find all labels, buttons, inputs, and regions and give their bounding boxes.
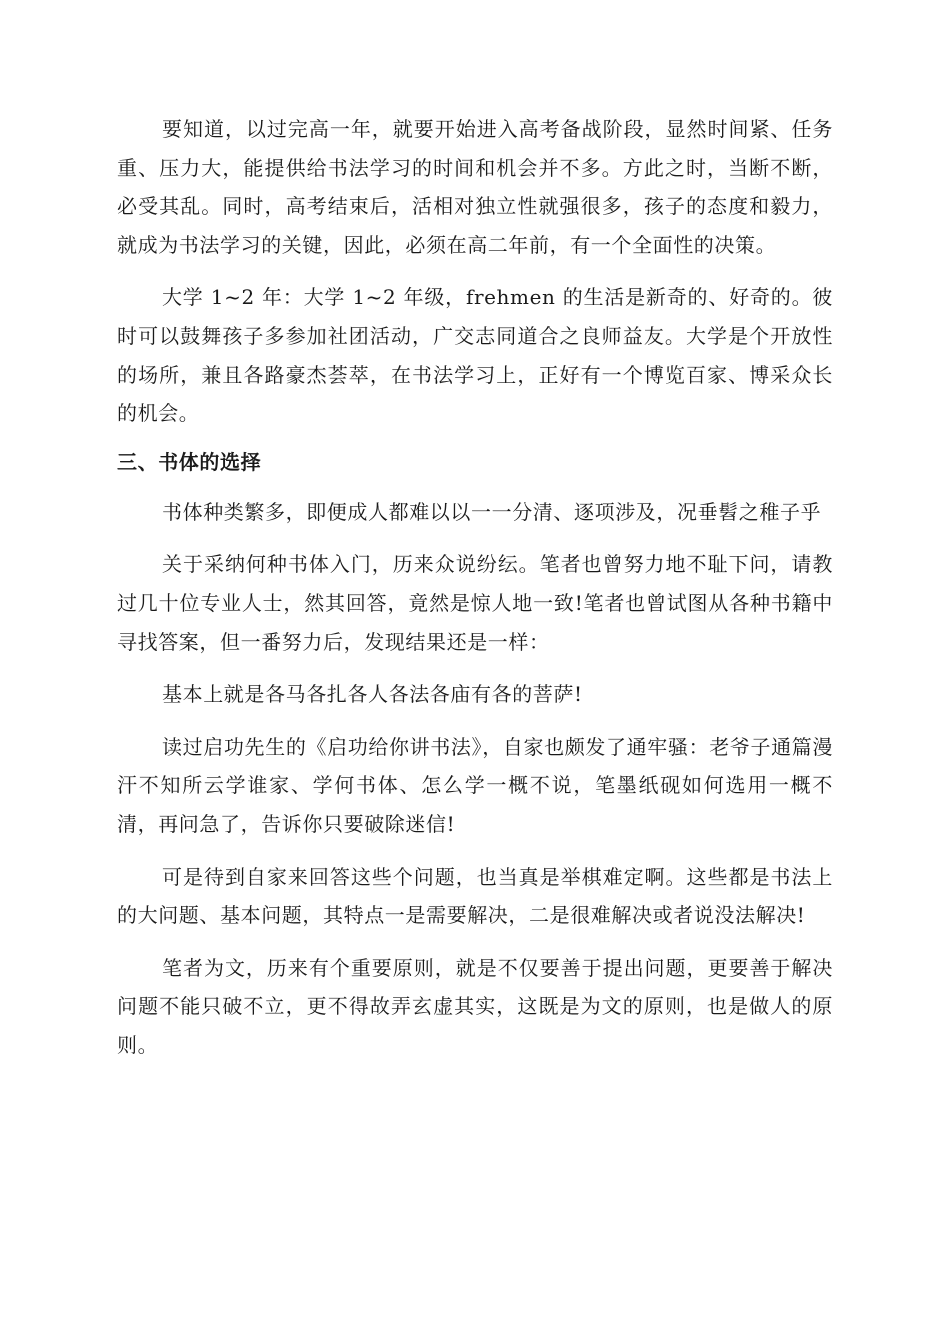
paragraph: 读过启功先生的《启功给你讲书法》，自家也颇发了通牢骚：老爷子通篇漫汗不知所云学谁家、学何书体、怎么学一概不说，笔墨纸砚如何选用一概不清，再问急了，告诉你只要破除迷信! (117, 734, 833, 836)
section-heading: 三、书体的选择 (117, 449, 262, 474)
paragraph: 关于采纳何种书体入门，历来众说纷纭。笔者也曾努力地不耻下问，请教过几十位专业人士，然其回答，竟然是惊人地一致!笔者也曾试图从各种书籍中寻找答案，但一番努力后，发现结果还是一样： (117, 552, 833, 654)
paragraph: 可是待到自家来回答这些个问题，也当真是举棋难定啊。这些都是书法上的大问题、基本问题，其特点一是需要解决，二是很难解决或者说没法解决! (117, 864, 833, 928)
paragraph: 书体种类繁多，即便成人都难以以一一分清、逐项涉及，况垂髫之稚子乎 (162, 499, 822, 524)
paragraph: 基本上就是各马各扎各人各法各庙有各的菩萨! (162, 682, 583, 707)
paragraph: 要知道，以过完高一年，就要开始进入高考备战阶段，显然时间紧、任务重、压力大，能提供给书法学习的时间和机会并不多。方此之时，当断不断，必受其乱。同时，高考结束后，活相对独立性就强很多，孩子的态度和毅力，就成为书法学习的关键，因此，必须在高二年前，有一个全面性的决策。 (117, 117, 833, 257)
paragraph: 大学 1~2 年：大学 1~2 年级，frehmen 的生活是新奇的、好奇的。彼时可以鼓舞孩子多参加社团活动，广交志同道合之良师益友。大学是个开放性的场所，兼且各路豪杰荟萃，在书法学习上，正好有一个博览百家、博采众长的机会。 (117, 285, 833, 426)
paragraph: 笔者为文，历来有个重要原则，就是不仅要善于提出问题，更要善于解决问题不能只破不立，更不得故弄玄虚其实，这既是为文的原则，也是做人的原则。 (117, 955, 833, 1057)
document-body (117, 110, 833, 1078)
